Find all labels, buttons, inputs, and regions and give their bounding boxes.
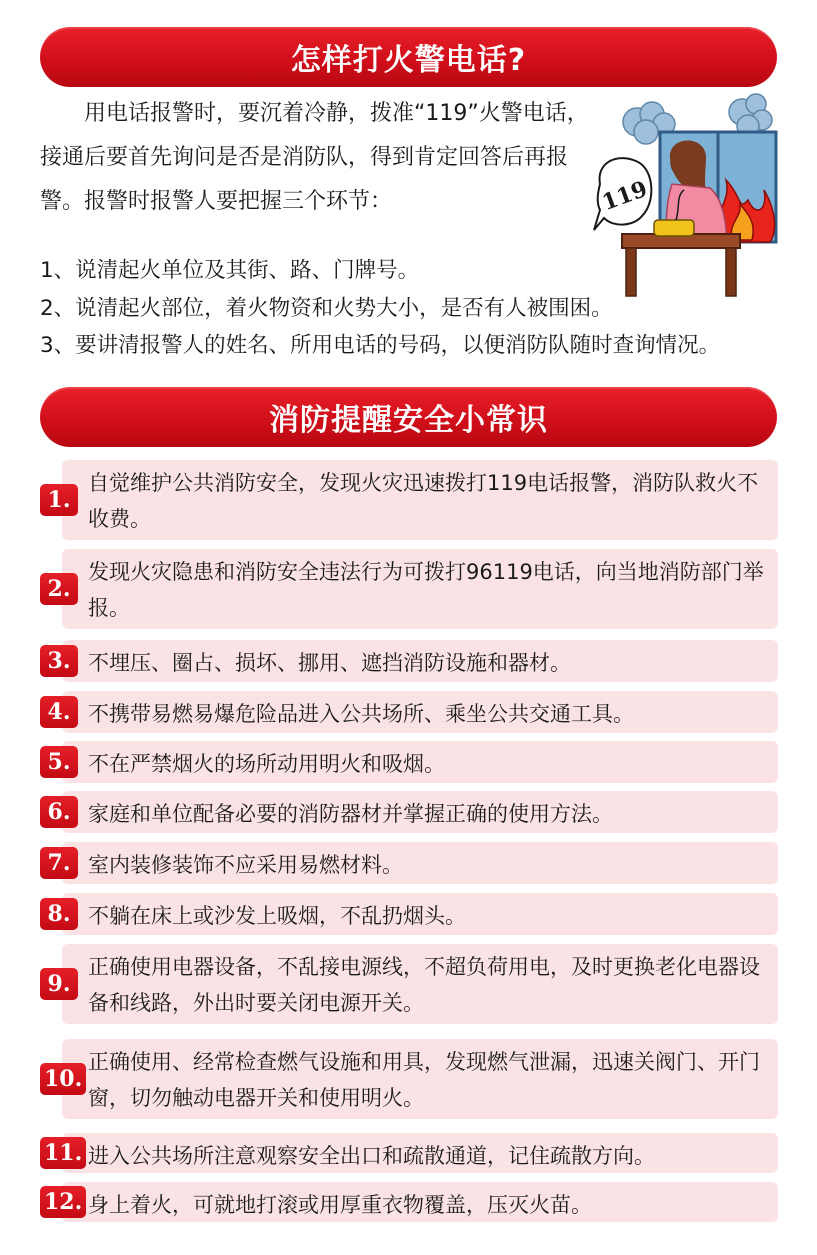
- reporting-steps-list: [40, 252, 780, 365]
- tip-number-badge: 12.: [40, 1186, 86, 1218]
- tip-item: [62, 1039, 778, 1119]
- section-banner-fire-call: [40, 27, 777, 87]
- tip-number-badge: 10.: [40, 1063, 86, 1095]
- section-banner-safety-tips: [40, 387, 777, 447]
- tip-text: 进入公共场所注意观察安全出口和疏散通道，记住疏散方向。: [88, 1144, 655, 1168]
- tip-text: 不埋压、圈占、损坏、挪用、遮挡消防设施和器材。: [88, 651, 571, 675]
- tip-item: [62, 842, 778, 884]
- tip-text: 不携带易燃易爆危险品进入公共场所、乘坐公共交通工具。: [88, 702, 634, 726]
- tip-number-badge: 4.: [40, 696, 78, 728]
- tip-item: [62, 640, 778, 682]
- tip-number-badge: 5.: [40, 746, 78, 778]
- tip-number-badge: 9.: [40, 968, 78, 1000]
- tip-number-badge: 2.: [40, 573, 78, 605]
- tip-item: [62, 893, 778, 935]
- tip-number-badge: 7.: [40, 847, 78, 879]
- tip-item: [62, 549, 778, 629]
- tip-number-badge: 6.: [40, 796, 78, 828]
- intro-paragraph: 用电话报警时，要沉着冷静，拨准“119”火警电话，接通后要首先询问是否是消防队，得到肯定回答后再报警。报警时报警人要把握三个环节：: [40, 101, 589, 214]
- tip-text: 家庭和单位配备必要的消防器材并掌握正确的使用方法。: [88, 802, 613, 826]
- section-title: 怎样打火警电话?: [290, 43, 527, 78]
- step-item: 1、说清起火单位及其街、路、门牌号。: [40, 258, 420, 283]
- tip-number-badge: 8.: [40, 898, 78, 930]
- tip-text: 发现火灾隐患和消防安全违法行为可拨打96119电话，向当地消防部门举报。: [88, 560, 764, 620]
- tip-text: 身上着火，可就地打滚或用厚重衣物覆盖，压灭火苗。: [88, 1193, 592, 1217]
- tip-item: [62, 1133, 778, 1173]
- tip-item: [62, 1182, 778, 1222]
- tip-number-badge: 1.: [40, 484, 78, 516]
- tip-text: 不躺在床上或沙发上吸烟，不乱扔烟头。: [88, 904, 466, 928]
- illustration-119-text: 119: [598, 175, 651, 217]
- tip-text: 自觉维护公共消防安全，发现火灾迅速拨打119电话报警，消防队救火不收费。: [88, 471, 759, 531]
- tip-item: [62, 460, 778, 540]
- tip-item: [62, 791, 778, 833]
- tip-item: [62, 741, 778, 783]
- tip-text: 正确使用电器设备，不乱接电源线，不超负荷用电，及时更换老化电器设备和线路，外出时要关闭电源开关。: [88, 955, 760, 1015]
- tip-item: [62, 944, 778, 1024]
- tip-item: [62, 691, 778, 733]
- tip-text: 室内装修装饰不应采用易燃材料。: [88, 853, 403, 877]
- tip-text: 不在严禁烟火的场所动用明火和吸烟。: [88, 752, 445, 776]
- section-title: 消防提醒安全小常识: [269, 403, 548, 438]
- tip-text: 正确使用、经常检查燃气设施和用具，发现燃气泄漏，迅速关阀门、开门窗，切勿触动电器开关和使用明火。: [88, 1050, 760, 1110]
- tip-number-badge: 3.: [40, 645, 78, 677]
- step-item: 3、要讲清报警人的姓名、所用电话的号码，以便消防队随时查询情况。: [40, 333, 721, 358]
- step-item: 2、说清起火部位，着火物资和火势大小，是否有人被围困。: [40, 295, 613, 321]
- tip-number-badge: 11.: [40, 1137, 86, 1169]
